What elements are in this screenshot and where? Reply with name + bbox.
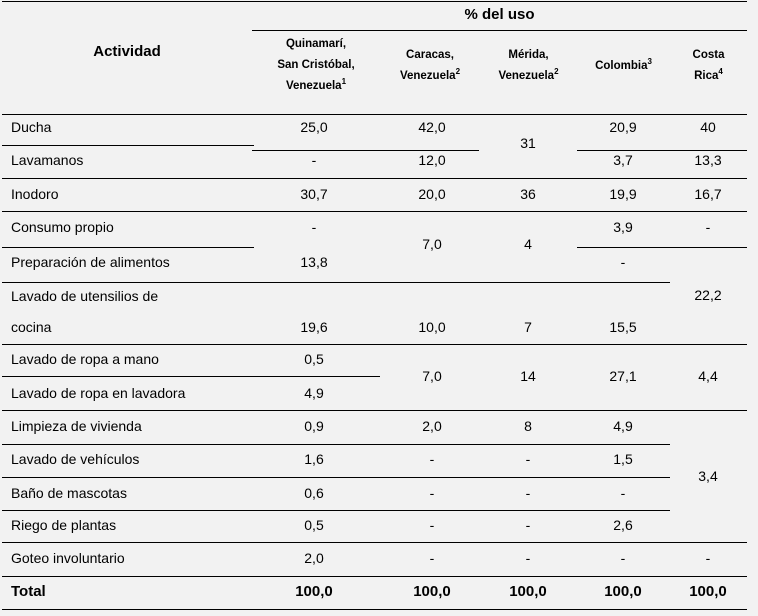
cell: - [525, 485, 531, 501]
row-label-vehiculos: Lavado de vehículos [11, 451, 140, 467]
header-col-quinamari: Quinamarí, San Cristóbal, Venezuela$^1$ [277, 38, 355, 92]
cell-total: 100,0 [413, 583, 451, 600]
cell: 4 [524, 236, 532, 252]
cell: 20,9 [609, 119, 637, 135]
cell: - [620, 485, 626, 501]
cell: 0,5 [304, 351, 324, 367]
cell: - [311, 152, 317, 168]
row-label-ropa-lavadora: Lavado de ropa en lavadora [11, 385, 186, 401]
rule-header-bottom [2, 114, 747, 115]
cell: 13,3 [694, 152, 722, 168]
cell: 2,0 [304, 550, 324, 566]
cell: 4,9 [304, 385, 324, 401]
cell: 14 [520, 368, 536, 384]
rule [2, 510, 670, 511]
header-col-costa-rica: Costa Rica$^4$ [692, 49, 725, 82]
cell: 22,2 [694, 287, 722, 303]
row-label-consumo: Consumo propio [11, 219, 114, 235]
cell: 7 [524, 319, 532, 335]
cell-total: 100,0 [604, 583, 642, 600]
rule-top [2, 1, 747, 2]
cell: 0,6 [304, 485, 324, 501]
rule [2, 344, 747, 345]
cell: - [525, 451, 531, 467]
cell: 19,9 [609, 186, 637, 202]
rule [2, 211, 747, 212]
cell: - [429, 451, 435, 467]
header-activity: Actividad [93, 43, 161, 60]
header-col-caracas: Caracas, Venezuela$^2$ [399, 49, 461, 82]
cell: - [429, 517, 435, 533]
rule [2, 145, 254, 146]
row-label-riego: Riego de plantas [11, 517, 117, 533]
rule [2, 282, 670, 283]
cell: 15,5 [609, 319, 637, 335]
cell: - [525, 517, 531, 533]
cell: 36 [520, 186, 536, 202]
cell: 16,7 [694, 186, 722, 202]
cell: 8 [524, 418, 532, 434]
cell: - [620, 254, 626, 270]
cell: 2,0 [422, 418, 442, 434]
cell: - [525, 550, 531, 566]
cell-total: 100,0 [509, 583, 547, 600]
header-col-merida: Mérida, Venezuela$^2$ [498, 49, 559, 82]
row-label-ducha: Ducha [11, 119, 52, 135]
row-label-utensilios-1: Lavado de utensilios de [11, 288, 159, 304]
rule [577, 247, 747, 248]
cell-total: 100,0 [295, 583, 333, 600]
row-label-preparacion: Preparación de alimentos [11, 254, 170, 270]
cell: 0,9 [304, 418, 324, 434]
cell: 12,0 [418, 152, 446, 168]
cell: 25,0 [300, 119, 328, 135]
rule [2, 477, 670, 478]
cell: 30,7 [300, 186, 328, 202]
cell: - [429, 550, 435, 566]
cell: 1,6 [304, 451, 324, 467]
cell: 13,8 [300, 254, 328, 270]
cell: 4,9 [613, 418, 633, 434]
cell: - [620, 550, 626, 566]
row-label-lavamanos: Lavamanos [11, 152, 84, 168]
rule [2, 178, 747, 179]
cell: 10,0 [418, 319, 446, 335]
rule [577, 150, 747, 151]
row-label-utensilios-2: cocina [11, 319, 52, 335]
cell: - [429, 485, 435, 501]
rule [252, 150, 479, 151]
row-label-goteo: Goteo involuntario [11, 550, 125, 566]
rule [2, 376, 380, 377]
cell: 3,9 [613, 219, 633, 235]
rule [2, 410, 747, 411]
cell: 7,0 [422, 236, 442, 252]
row-label-total: Total [11, 583, 46, 600]
row-label-limpieza: Limpieza de vivienda [11, 418, 142, 434]
rule [2, 247, 254, 248]
cell-total: 100,0 [689, 583, 727, 600]
rule [2, 444, 670, 445]
cell: 4,4 [698, 368, 718, 384]
row-label-mascotas: Baño de mascotas [11, 485, 127, 501]
row-label-inodoro: Inodoro [11, 186, 59, 202]
cell: 3,4 [698, 468, 718, 484]
cell: - [311, 219, 317, 235]
cell: 20,0 [418, 186, 446, 202]
header-group-title: % del uso [464, 6, 535, 23]
cell: 19,6 [300, 319, 328, 335]
rule [2, 576, 747, 577]
rule-bottom [2, 609, 747, 610]
cell: 42,0 [418, 119, 446, 135]
cell: 31 [520, 135, 536, 151]
cell: 1,5 [613, 451, 633, 467]
cell: 7,0 [422, 368, 442, 384]
header-col-colombia: Colombia$^3$ [595, 57, 652, 72]
row-label-ropa-mano: Lavado de ropa a mano [11, 351, 159, 367]
cell: 40 [700, 119, 716, 135]
cell: 3,7 [613, 152, 633, 168]
cell: 2,6 [613, 517, 633, 533]
cell: 0,5 [304, 517, 324, 533]
cell: - [705, 550, 711, 566]
rule [2, 542, 747, 543]
cell: - [705, 219, 711, 235]
cell: 27,1 [609, 368, 637, 384]
rule-header-mid [252, 30, 747, 31]
